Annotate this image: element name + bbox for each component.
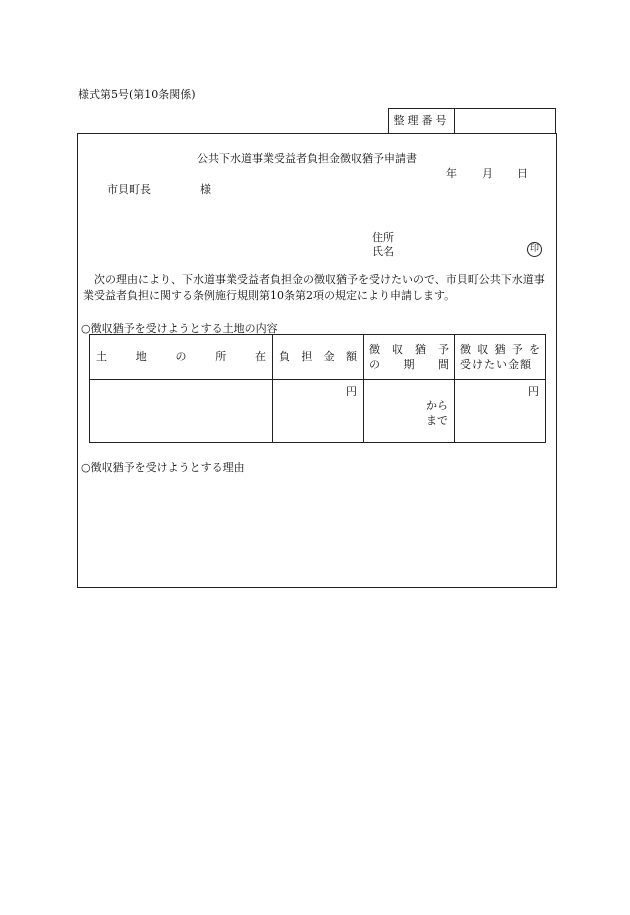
land-location-cell[interactable]	[90, 380, 273, 443]
name-label[interactable]: 氏名	[372, 245, 394, 258]
header-land-location: 土 地 の 所 在	[90, 335, 273, 380]
section-reason-heading: ○徴収猶予を受けようとする理由	[81, 461, 245, 474]
header-deferral-amount: 徴 収 猶 予 を 受けたい金額	[455, 335, 546, 380]
period-to-label: まで	[426, 414, 448, 427]
header-deferral-period: 徴 収 猶 予 の 期 間	[364, 335, 455, 380]
application-statement: 次の理由により、下水道事業受益者負担金の徴収猶予を受けたいので、市貝町公共下水道事業受益者負担に関する条例施行規則第10条第2項の規定により申請します。	[83, 273, 545, 302]
table-header-row	[90, 335, 546, 380]
period-from-label: から	[426, 399, 448, 412]
table-row	[90, 380, 546, 443]
form-title: 公共下水道事業受益者負担金徴収猶予申請書	[197, 152, 417, 165]
deferral-amount-cell[interactable]: 円	[455, 380, 546, 443]
seiri-number-box	[388, 108, 556, 133]
land-details-table	[89, 334, 546, 443]
date-day[interactable]: 日	[517, 167, 528, 180]
seiri-number-label: 整理番号	[389, 109, 455, 133]
form-number: 様式第5号(第10条関係)	[78, 88, 196, 101]
header-burden-amount: 負 担 金 額	[273, 335, 364, 380]
deferral-period-cell[interactable]	[364, 380, 455, 443]
burden-amount-cell[interactable]: 円	[273, 380, 364, 443]
date-year[interactable]: 年	[446, 167, 457, 180]
reason-input-area[interactable]	[82, 478, 552, 582]
address-label[interactable]: 住所	[372, 231, 394, 244]
date-month[interactable]: 月	[482, 167, 493, 180]
seiri-number-value[interactable]	[455, 109, 555, 133]
section-land-heading: ○徴収猶予を受けようとする土地の内容	[81, 322, 278, 335]
seal-icon: 印	[527, 242, 542, 257]
addressee-honorific: 様	[200, 183, 211, 196]
addressee-name: 市貝町長	[107, 183, 151, 196]
